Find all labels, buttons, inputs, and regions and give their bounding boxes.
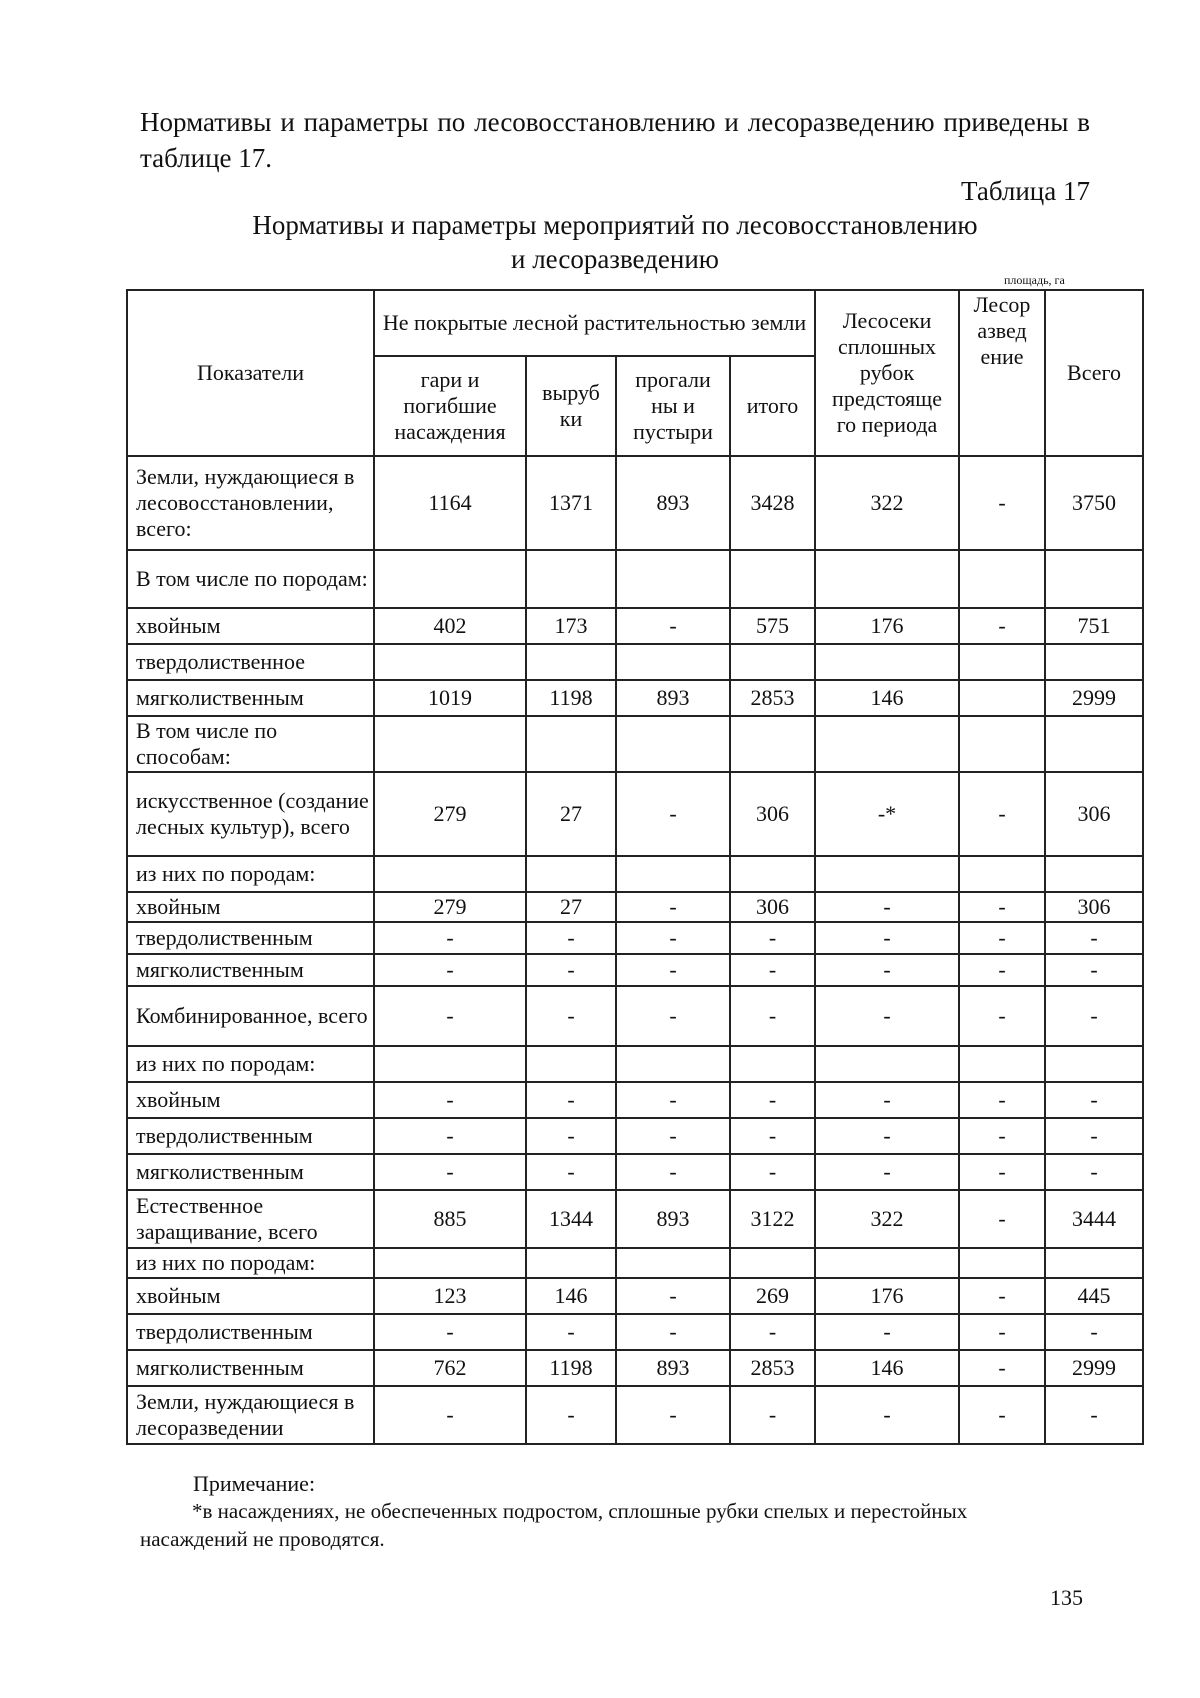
table-cell <box>374 1046 526 1082</box>
table-cell <box>374 716 526 772</box>
table-cell: 1164 <box>374 456 526 550</box>
table-cell: 322 <box>815 456 959 550</box>
table-row <box>127 1046 1143 1082</box>
table-cell <box>959 1248 1045 1278</box>
table-cell: - <box>815 1118 959 1154</box>
table-cell: - <box>374 1118 526 1154</box>
table-row <box>127 456 1143 550</box>
table-cell: 751 <box>1045 608 1143 644</box>
table-cell <box>1045 1248 1143 1278</box>
table-cell: - <box>374 986 526 1046</box>
table-cell: - <box>815 1154 959 1190</box>
table-cell: - <box>616 1154 730 1190</box>
table-cell <box>374 550 526 608</box>
row-label: хвойным <box>127 1082 374 1118</box>
table-cell: 402 <box>374 608 526 644</box>
table-cell <box>616 1046 730 1082</box>
row-label: Комбинированное, всего <box>127 986 374 1046</box>
table-cell: - <box>616 1278 730 1314</box>
table-cell: - <box>526 1082 616 1118</box>
table-cell: - <box>616 608 730 644</box>
table-cell <box>730 856 815 892</box>
intro-paragraph: Нормативы и параметры по лесовосстановлению и лесоразведению приведены в таблице 17. <box>140 107 1090 173</box>
table-cell <box>959 716 1045 772</box>
row-label: твердолиственным <box>127 1118 374 1154</box>
table-cell <box>526 716 616 772</box>
table-cell: 1019 <box>374 680 526 716</box>
table-cell: 269 <box>730 1278 815 1314</box>
table-cell: - <box>730 922 815 954</box>
table-cell: 762 <box>374 1350 526 1386</box>
table-cell: 279 <box>374 892 526 922</box>
table-row <box>127 644 1143 680</box>
table-cell: - <box>616 772 730 856</box>
table-cell: - <box>1045 1082 1143 1118</box>
row-label: твердолиственное <box>127 644 374 680</box>
table-cell: - <box>1045 986 1143 1046</box>
table-cell: 3444 <box>1045 1190 1143 1248</box>
table-cell: - <box>374 1386 526 1444</box>
table-cell: - <box>616 1082 730 1118</box>
table-cell: - <box>1045 922 1143 954</box>
table-cell: -* <box>815 772 959 856</box>
table-cell: - <box>374 954 526 986</box>
table-cell: - <box>616 922 730 954</box>
table-cell: - <box>959 1350 1045 1386</box>
row-label: из них по породам: <box>127 1248 374 1278</box>
table-cell: 123 <box>374 1278 526 1314</box>
table-cell <box>374 856 526 892</box>
table-row <box>127 954 1143 986</box>
table-row <box>127 1386 1143 1444</box>
row-label: из них по породам: <box>127 856 374 892</box>
table-cell: - <box>526 1154 616 1190</box>
measures-table <box>126 289 1144 1445</box>
table-cell: - <box>959 1314 1045 1350</box>
row-label: В том числе по породам: <box>127 550 374 608</box>
table-cell: 27 <box>526 892 616 922</box>
table-cell: - <box>374 1082 526 1118</box>
table-cell <box>730 1046 815 1082</box>
table-cell: - <box>1045 954 1143 986</box>
table-cell: - <box>526 922 616 954</box>
table-row <box>127 1190 1143 1248</box>
table-row <box>127 986 1143 1046</box>
header-glades: прогали ны и пустыри <box>616 356 730 456</box>
row-label: твердолиственным <box>127 1314 374 1350</box>
table-cell: - <box>374 1154 526 1190</box>
table-row <box>127 1118 1143 1154</box>
table-cell <box>815 716 959 772</box>
table-title-line-1: Нормативы и параметры мероприятий по лесовосстановлению <box>252 210 978 240</box>
table-cell: 306 <box>1045 892 1143 922</box>
table-cell: - <box>616 954 730 986</box>
table-row <box>127 550 1143 608</box>
table-cell: 146 <box>526 1278 616 1314</box>
table-cell: 893 <box>616 456 730 550</box>
table-cell: - <box>374 1314 526 1350</box>
table-cell: - <box>959 608 1045 644</box>
table-cell <box>815 1248 959 1278</box>
table-cell: - <box>526 954 616 986</box>
table-cell <box>815 550 959 608</box>
table-cell <box>616 550 730 608</box>
table-cell: - <box>526 986 616 1046</box>
header-afforestation: Лесор азвед ение <box>959 290 1045 456</box>
row-label: искусственное (создание лесных культур), всего <box>127 772 374 856</box>
table-title-line-2: и лесоразведению <box>511 244 719 274</box>
header-burnt: гари и погибшие насаждения <box>374 356 526 456</box>
note-text: *в насаждениях, не обеспеченных подростом, сплошные рубки спелых и перестойных насаждений не проводятся. <box>140 1499 968 1551</box>
table-cell: - <box>815 1386 959 1444</box>
table-cell: - <box>730 1118 815 1154</box>
table-cell <box>730 550 815 608</box>
table-row <box>127 772 1143 856</box>
table-cell: 893 <box>616 1190 730 1248</box>
table-cell: 27 <box>526 772 616 856</box>
table-cell: - <box>959 1154 1045 1190</box>
table-cell <box>1045 1046 1143 1082</box>
table-cell: - <box>959 772 1045 856</box>
table-cell: 445 <box>1045 1278 1143 1314</box>
table-row <box>127 608 1143 644</box>
table-cell <box>374 644 526 680</box>
table-cell: 3750 <box>1045 456 1143 550</box>
row-label: мягколиственным <box>127 954 374 986</box>
table-cell: 306 <box>730 892 815 922</box>
table-cell <box>616 716 730 772</box>
header-cutting-areas: Лесосеки сплошных рубок предстояще го периода <box>815 290 959 456</box>
table-cell: 306 <box>1045 772 1143 856</box>
header-indicators: Показатели <box>127 290 374 456</box>
table-cell <box>616 1248 730 1278</box>
table-cell: 176 <box>815 1278 959 1314</box>
table-cell: 893 <box>616 1350 730 1386</box>
row-label: твердолиственным <box>127 922 374 954</box>
table-cell: 575 <box>730 608 815 644</box>
table-number: Таблица 17 <box>961 176 1090 206</box>
table-cell <box>815 856 959 892</box>
row-label: хвойным <box>127 608 374 644</box>
table-cell: - <box>815 892 959 922</box>
table-row <box>127 856 1143 892</box>
table-row <box>127 1082 1143 1118</box>
table-cell <box>959 1046 1045 1082</box>
table-cell: 322 <box>815 1190 959 1248</box>
table-cell: 885 <box>374 1190 526 1248</box>
table-cell: - <box>815 1082 959 1118</box>
table-cell: - <box>730 1386 815 1444</box>
table-cell: 1198 <box>526 680 616 716</box>
table-cell <box>730 716 815 772</box>
header-total: Всего <box>1045 290 1143 456</box>
row-label: хвойным <box>127 1278 374 1314</box>
table-cell <box>815 1046 959 1082</box>
table-cell: - <box>526 1386 616 1444</box>
table-cell <box>959 680 1045 716</box>
table-cell: 2853 <box>730 680 815 716</box>
table-row <box>127 680 1143 716</box>
table-cell: 279 <box>374 772 526 856</box>
note-title: Примечание: <box>193 1471 316 1496</box>
table-cell: 1198 <box>526 1350 616 1386</box>
table-cell: - <box>616 892 730 922</box>
table-cell: 2853 <box>730 1350 815 1386</box>
table-row <box>127 1154 1143 1190</box>
table-cell <box>616 644 730 680</box>
row-label: Земли, нуждающиеся в лесоразведении <box>127 1386 374 1444</box>
table-cell: 3122 <box>730 1190 815 1248</box>
table-cell <box>526 644 616 680</box>
table-cell: - <box>959 986 1045 1046</box>
table-cell: - <box>959 954 1045 986</box>
table-cell <box>616 856 730 892</box>
table-cell <box>959 550 1045 608</box>
row-label: мягколиственным <box>127 1350 374 1386</box>
table-cell <box>1045 644 1143 680</box>
table-row <box>127 1248 1143 1278</box>
table-cell: 306 <box>730 772 815 856</box>
table-cell: - <box>1045 1314 1143 1350</box>
table-row <box>127 1278 1143 1314</box>
header-non-forest-group: Не покрытые лесной растительностью земли <box>374 290 815 356</box>
table-cell: - <box>959 1386 1045 1444</box>
table-cell: 1344 <box>526 1190 616 1248</box>
table-cell: - <box>959 456 1045 550</box>
table-cell: - <box>815 1314 959 1350</box>
row-label: В том числе по способам: <box>127 716 374 772</box>
table-cell: - <box>616 1118 730 1154</box>
table-cell: - <box>815 954 959 986</box>
table-cell <box>1045 716 1143 772</box>
table-cell: 146 <box>815 680 959 716</box>
table-cell <box>730 1248 815 1278</box>
page-number: 135 <box>1050 1585 1083 1610</box>
table-cell <box>1045 856 1143 892</box>
table-cell: - <box>815 986 959 1046</box>
table-cell: - <box>1045 1118 1143 1154</box>
table-title <box>140 208 1090 276</box>
table-cell: 3428 <box>730 456 815 550</box>
table-cell <box>1045 550 1143 608</box>
table-cell <box>526 1248 616 1278</box>
table-cell: 146 <box>815 1350 959 1386</box>
table-cell: - <box>959 1082 1045 1118</box>
row-label: мягколиственным <box>127 680 374 716</box>
table-cell: - <box>526 1118 616 1154</box>
table-cell: - <box>959 922 1045 954</box>
row-label: хвойным <box>127 892 374 922</box>
table-cell: 893 <box>616 680 730 716</box>
table-cell: - <box>616 986 730 1046</box>
row-label: Естественное заращивание, всего <box>127 1190 374 1248</box>
table-cell <box>730 644 815 680</box>
row-label: Земли, нуждающиеся в лесовосстановлении, всего: <box>127 456 374 550</box>
table-cell <box>526 550 616 608</box>
table-row <box>127 892 1143 922</box>
table-cell: 176 <box>815 608 959 644</box>
table-cell <box>959 856 1045 892</box>
table-cell: - <box>730 1082 815 1118</box>
table-row <box>127 922 1143 954</box>
header-clearings: выруб ки <box>526 356 616 456</box>
table-cell: - <box>959 1190 1045 1248</box>
table-cell: - <box>730 1314 815 1350</box>
row-label: из них по породам: <box>127 1046 374 1082</box>
table-cell <box>526 856 616 892</box>
table-cell: - <box>616 1386 730 1444</box>
table-cell: - <box>730 1154 815 1190</box>
table-cell: 1371 <box>526 456 616 550</box>
table-cell: - <box>730 954 815 986</box>
table-cell: - <box>815 922 959 954</box>
table-row <box>127 1350 1143 1386</box>
header-subtotal: итого <box>730 356 815 456</box>
table-cell: - <box>959 1278 1045 1314</box>
table-cell <box>374 1248 526 1278</box>
table-cell: - <box>1045 1386 1143 1444</box>
unit-label: площадь, га <box>1004 273 1065 287</box>
table-cell: - <box>730 986 815 1046</box>
table-cell: 173 <box>526 608 616 644</box>
table-cell: - <box>959 1118 1045 1154</box>
table-cell <box>526 1046 616 1082</box>
row-label: мягколиственным <box>127 1154 374 1190</box>
table-cell: - <box>374 922 526 954</box>
table-row <box>127 716 1143 772</box>
table-cell: - <box>526 1314 616 1350</box>
table-cell <box>959 644 1045 680</box>
table-cell: - <box>1045 1154 1143 1190</box>
table-cell: 2999 <box>1045 680 1143 716</box>
table-cell: 2999 <box>1045 1350 1143 1386</box>
table-row <box>127 1314 1143 1350</box>
table-cell <box>815 644 959 680</box>
table-cell: - <box>959 892 1045 922</box>
table-cell: - <box>616 1314 730 1350</box>
